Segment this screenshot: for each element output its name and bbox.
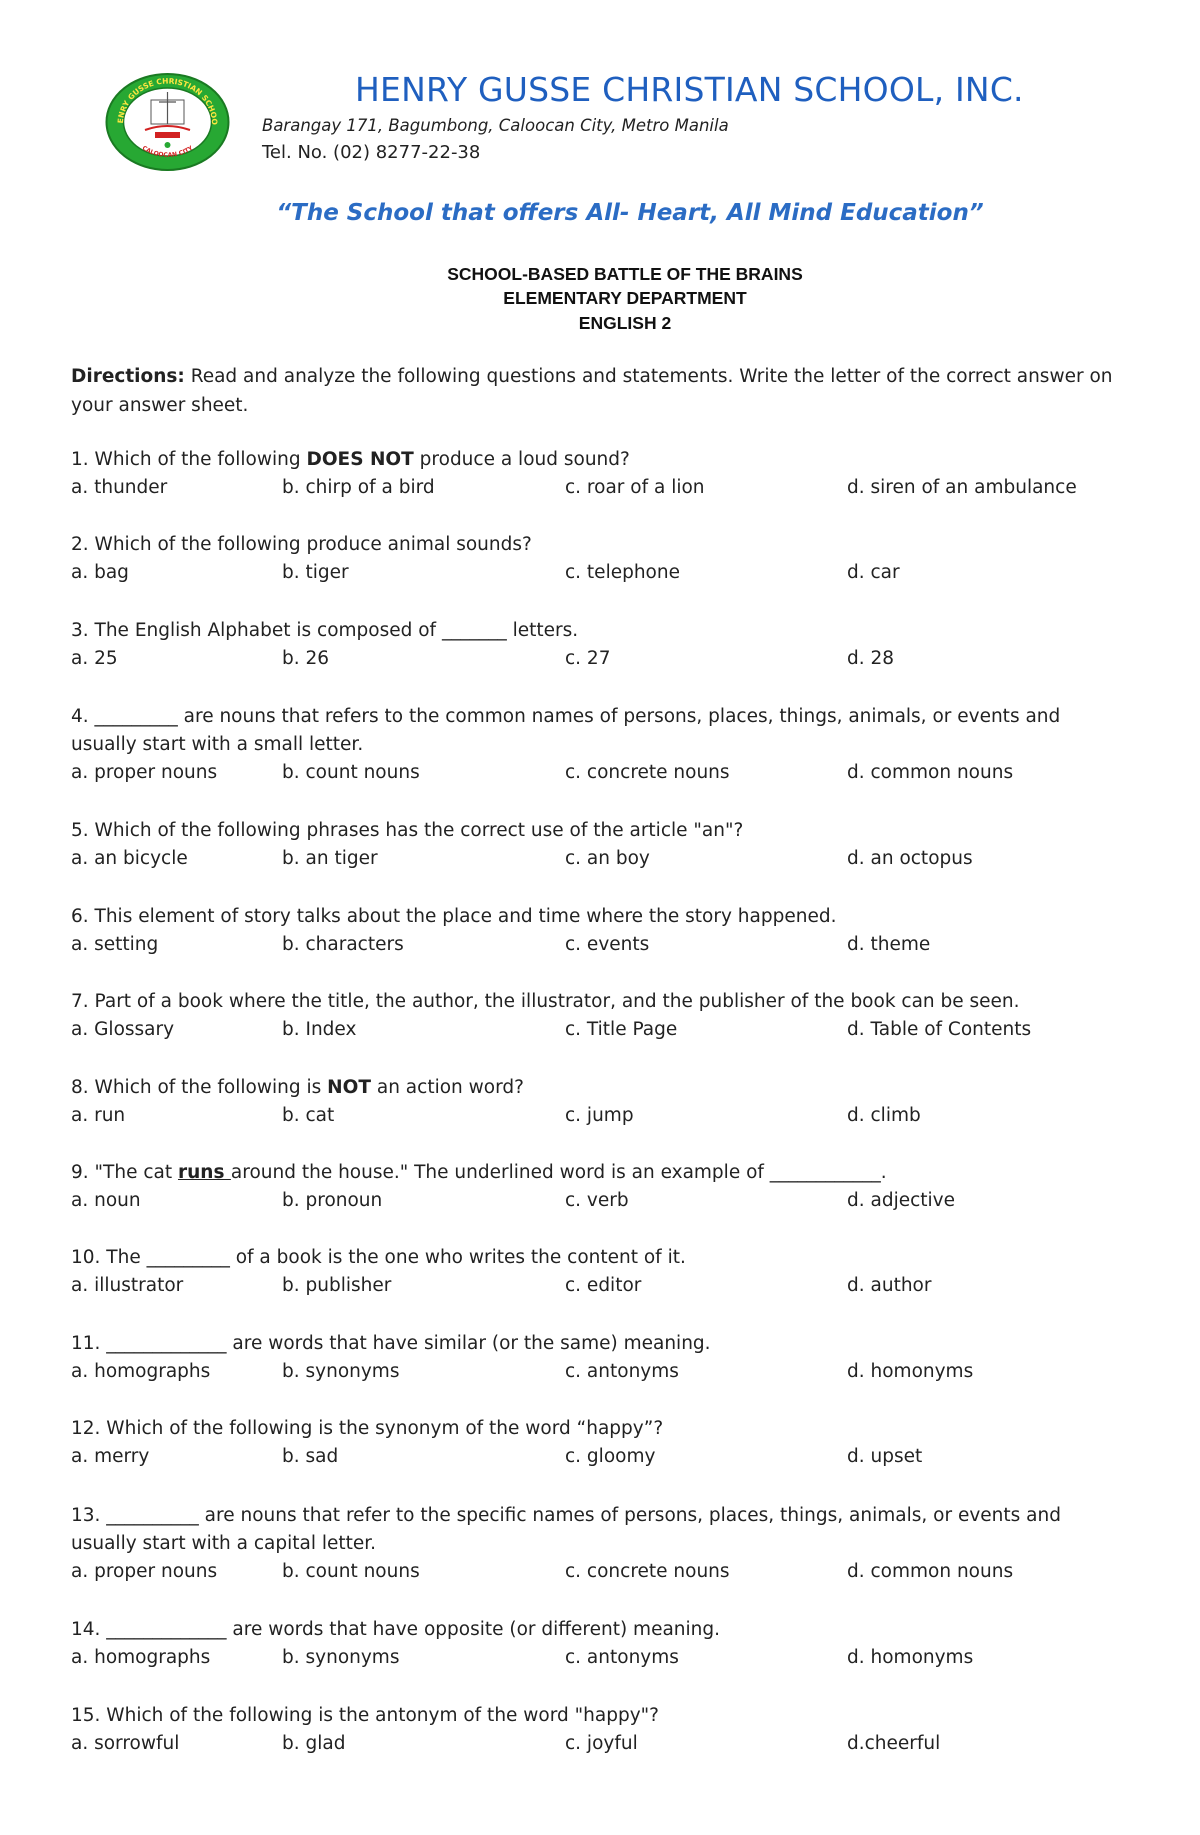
option-d: d. common nouns [847, 762, 1014, 783]
option-b: b. sad [282, 1446, 339, 1467]
option-b: b. count nouns [282, 762, 420, 783]
option-d: d. an octopus [847, 848, 973, 869]
option-a: a. thunder [71, 477, 168, 498]
option-b: b. synonyms [282, 1647, 400, 1668]
question-15 [71, 1702, 1151, 1758]
question-text: 7. Part of a book where the title, the author, the illustrator, and the publisher of the book can be seen. [71, 991, 1020, 1012]
option-a: a. homographs [71, 1647, 211, 1668]
question-12 [71, 1415, 1151, 1471]
option-d: d. homonyms [847, 1361, 974, 1382]
option-c: c. gloomy [565, 1446, 656, 1467]
option-d: d. author [847, 1275, 932, 1296]
logo-bottom-text: CALOOCAN CITY [140, 144, 195, 159]
options [71, 845, 1151, 873]
option-d: d. adjective [847, 1190, 956, 1211]
option-b: b. pronoun [282, 1190, 383, 1211]
question-text: 12. Which of the following is the synonym of the word “happy”? [71, 1418, 664, 1439]
question-text: 8. Which of the following is NOT an action word? [71, 1077, 524, 1098]
school-address: Barangay 171, Bagumbong, Caloocan City, Metro Manila [262, 116, 729, 135]
question-text: 1. Which of the following DOES NOT produce a loud sound? [71, 449, 630, 470]
option-a: a. proper nouns [71, 762, 218, 783]
option-a: a. noun [71, 1190, 141, 1211]
options [71, 1730, 1151, 1758]
question-11 [71, 1330, 1151, 1386]
options [71, 645, 1151, 673]
option-b: b. glad [282, 1733, 346, 1754]
option-a: a. Glossary [71, 1019, 175, 1040]
option-d: d. 28 [847, 648, 895, 669]
question-14 [71, 1616, 1151, 1672]
options [71, 1016, 1151, 1044]
option-a: a. run [71, 1105, 126, 1126]
option-a: a. setting [71, 934, 159, 955]
option-c: c. verb [565, 1190, 629, 1211]
options [71, 1558, 1151, 1586]
option-c: c. jump [565, 1105, 634, 1126]
question-text: 10. The _________ of a book is the one who writes the content of it. [71, 1247, 686, 1268]
question-4 [71, 703, 1151, 787]
question-text: 13. __________ are nouns that refer to the specific names of persons, places, things, animals, or events and usually start with a capital letter. [71, 1505, 1061, 1554]
option-d: d. homonyms [847, 1647, 974, 1668]
option-b: b. Index [282, 1019, 357, 1040]
option-c: c. roar of a lion [565, 477, 705, 498]
options [71, 1102, 1151, 1130]
option-b: b. synonyms [282, 1361, 400, 1382]
options [71, 1272, 1151, 1300]
option-d: d. car [847, 562, 900, 583]
question-text: 9. "The cat runs around the house." The underlined word is an example of ____________. [71, 1162, 887, 1183]
school-telephone: Tel. No. (02) 8277-22-38 [262, 142, 481, 163]
options [71, 931, 1151, 959]
option-b: b. publisher [282, 1275, 392, 1296]
option-d: d. theme [847, 934, 931, 955]
question-text: 4. _________ are nouns that refers to the common names of persons, places, things, animals, or events and usually start with a small letter. [71, 706, 1061, 755]
question-text: 6. This element of story talks about the place and time where the story happened. [71, 906, 837, 927]
question-7 [71, 988, 1151, 1044]
question-text: 3. The English Alphabet is composed of _______ letters. [71, 620, 579, 641]
school-seal-icon [105, 72, 230, 172]
option-b: b. tiger [282, 562, 349, 583]
directions [71, 362, 1131, 420]
logo-top-text: ENRY GUSSE CHRISTIAN SCHOO [115, 76, 220, 126]
options [71, 1358, 1151, 1386]
options [71, 759, 1151, 787]
subject-title: ENGLISH 2 [578, 313, 672, 333]
question-text: 2. Which of the following produce animal sounds? [71, 534, 532, 555]
question-text: 15. Which of the following is the antonym of the word "happy"? [71, 1705, 659, 1726]
question-2 [71, 531, 1151, 587]
option-c: c. antonyms [565, 1361, 679, 1382]
option-b: b. 26 [282, 648, 330, 669]
options [71, 559, 1151, 587]
question-3 [71, 617, 1151, 673]
option-c: c. events [565, 934, 650, 955]
question-13 [71, 1502, 1151, 1586]
option-c: c. Title Page [565, 1019, 678, 1040]
option-d: d.cheerful [847, 1733, 941, 1754]
question-6 [71, 903, 1151, 959]
option-c: c. 27 [565, 648, 611, 669]
school-name: HENRY GUSSE CHRISTIAN SCHOOL, INC. [355, 70, 1024, 109]
option-a: a. homographs [71, 1361, 211, 1382]
option-d: d. Table of Contents [847, 1019, 1032, 1040]
school-logo [105, 72, 230, 172]
option-a: a. proper nouns [71, 1561, 218, 1582]
option-c: c. telephone [565, 562, 680, 583]
question-text: 5. Which of the following phrases has the correct use of the article "an"? [71, 820, 744, 841]
option-b: b. count nouns [282, 1561, 420, 1582]
option-a: a. bag [71, 562, 129, 583]
question-9 [71, 1159, 1151, 1215]
option-b: b. an tiger [282, 848, 378, 869]
options [71, 474, 1151, 502]
question-text: 11. _____________ are words that have similar (or the same) meaning. [71, 1333, 711, 1354]
option-a: a. 25 [71, 648, 118, 669]
option-d: d. climb [847, 1105, 921, 1126]
option-a: a. an bicycle [71, 848, 188, 869]
directions-label: Directions: [71, 366, 185, 387]
emphasis: DOES NOT [306, 449, 414, 470]
question-10 [71, 1244, 1151, 1300]
directions-text: Read and analyze the following questions and statements. Write the letter of the correct answer on your answer sheet. [71, 366, 1113, 416]
option-a: a. merry [71, 1446, 150, 1467]
options [71, 1187, 1151, 1215]
exam-title: SCHOOL-BASED BATTLE OF THE BRAINS [447, 264, 803, 284]
option-b: b. characters [282, 934, 404, 955]
options [71, 1443, 1151, 1471]
question-5 [71, 817, 1151, 873]
question-text: 14. _____________ are words that have opposite (or different) meaning. [71, 1619, 721, 1640]
underlined-word: runs [177, 1162, 231, 1183]
option-d: d. common nouns [847, 1561, 1014, 1582]
option-a: a. sorrowful [71, 1733, 180, 1754]
option-d: d. siren of an ambulance [847, 477, 1077, 498]
options [71, 1644, 1151, 1672]
option-c: c. joyful [565, 1733, 638, 1754]
option-a: a. illustrator [71, 1275, 184, 1296]
option-c: c. concrete nouns [565, 1561, 730, 1582]
emphasis: NOT [327, 1077, 371, 1098]
option-b: b. chirp of a bird [282, 477, 435, 498]
option-c: c. concrete nouns [565, 762, 730, 783]
option-d: d. upset [847, 1446, 923, 1467]
question-8 [71, 1074, 1151, 1130]
question-1 [71, 446, 1151, 502]
option-c: c. editor [565, 1275, 642, 1296]
option-c: c. an boy [565, 848, 650, 869]
option-c: c. antonyms [565, 1647, 679, 1668]
school-motto: “The School that offers All- Heart, All Mind Education” [276, 200, 984, 226]
department-title: ELEMENTARY DEPARTMENT [503, 288, 747, 308]
option-b: b. cat [282, 1105, 335, 1126]
